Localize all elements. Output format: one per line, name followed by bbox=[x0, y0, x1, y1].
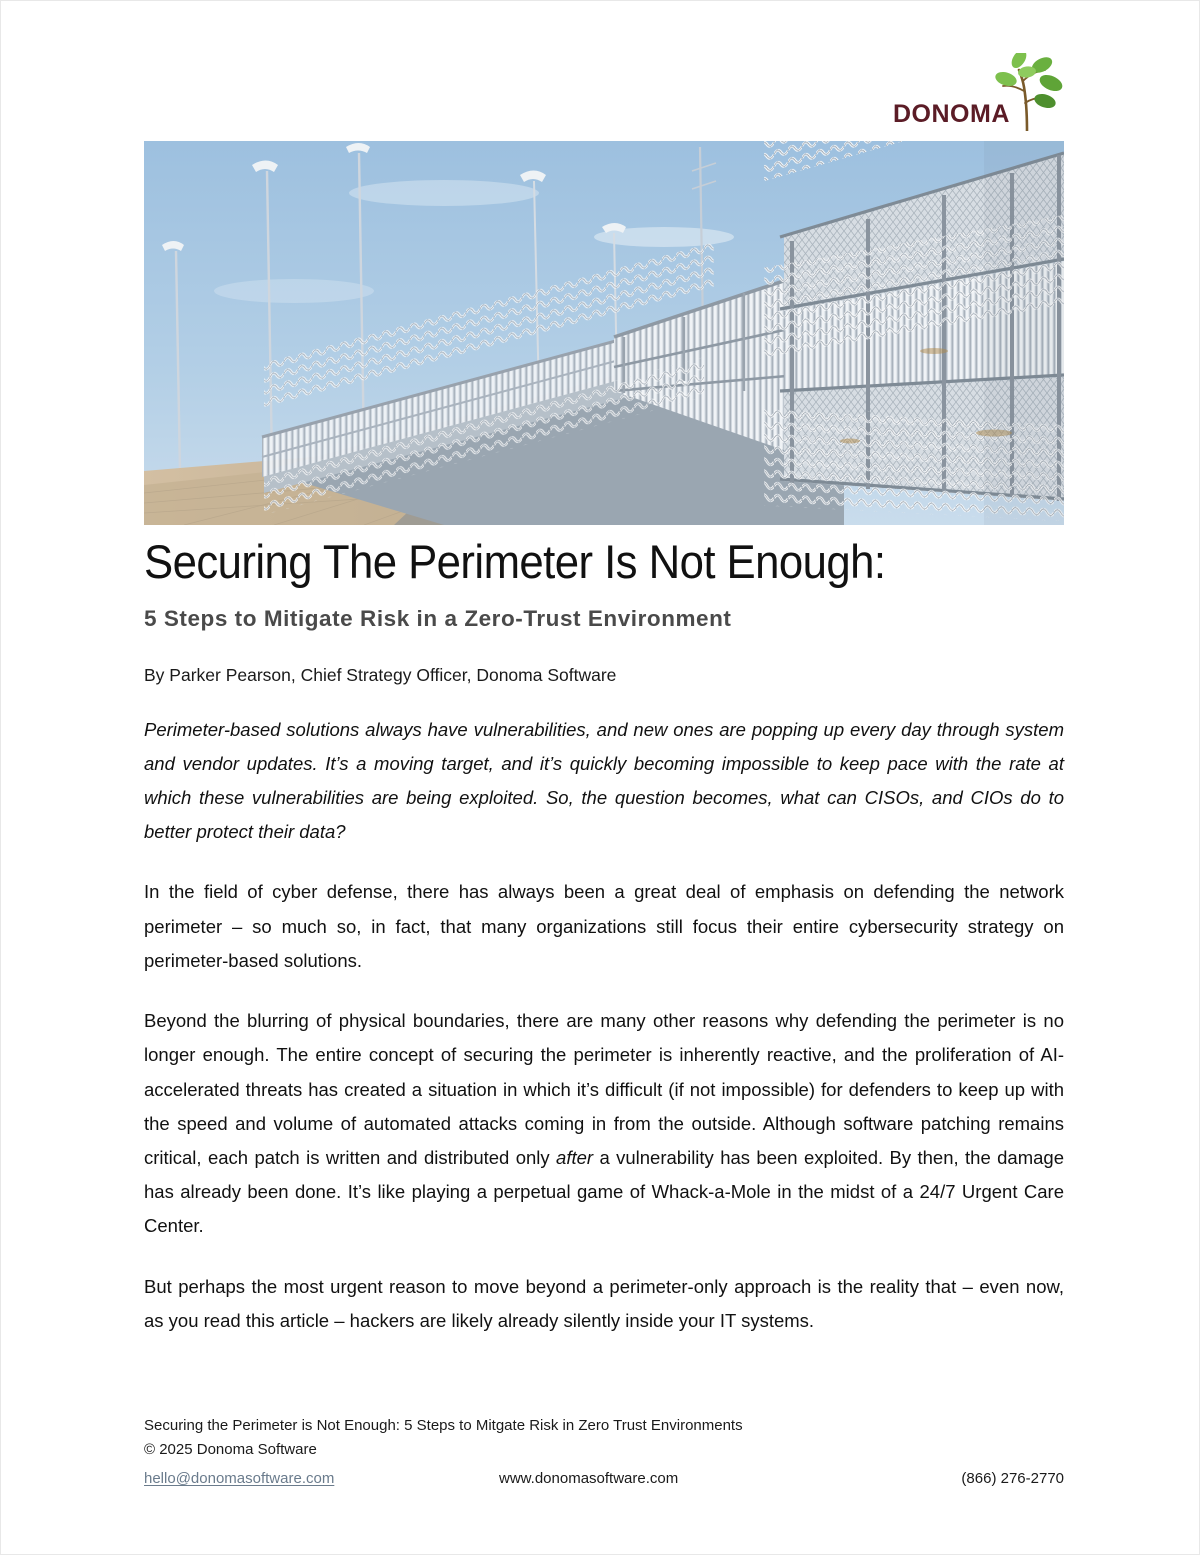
page-title: Securing The Perimeter Is Not Enough: bbox=[144, 535, 886, 588]
donoma-logo bbox=[871, 53, 1071, 137]
footer-website: www.donomasoftware.com bbox=[499, 1469, 679, 1487]
page-subtitle: 5 Steps to Mitigate Risk in a Zero-Trust Environment bbox=[144, 605, 732, 631]
hero-image bbox=[144, 141, 1064, 525]
body-paragraph-1: In the field of cyber defense, there has always been a great deal of emphasis on defending the network perimeter – so much so, in fact, that many organizations still focus their entire cybersecurity strategy on perimeter-based solutions. bbox=[144, 881, 1064, 971]
plant-sprout-icon bbox=[993, 53, 1065, 131]
page-footer bbox=[144, 1414, 1064, 1489]
article-content bbox=[144, 537, 1064, 1338]
paragraph-part-1: Beyond the blurring of physical boundaries, there are many other reasons why defending the perimeter is no longer enough. The entire concept of securing the perimeter is inherently reactive, and the proliferation of AI-accelerated threats has created a situation in which it’s difficult (if not impossible) for defenders to keep up with the speed and volume of automated attacks coming in from the outside. Although software patching remains critical, each patch is written and distributed only bbox=[144, 1010, 1064, 1168]
lede-paragraph: Perimeter-based solutions always have vulnerabilities, and new ones are popping up every day through system and vendor updates. It’s a moving target, and it’s quickly becoming impossible to keep pace with the rate at which these vulnerabilities are being exploited. So, the question becomes, what can CISOs, and CIOs do to better protect their data? bbox=[144, 718, 1064, 843]
footer-phone: (866) 276-2770 bbox=[961, 1469, 1064, 1487]
footer-email-link[interactable]: hello@donomasoftware.com bbox=[144, 1469, 335, 1487]
emphasis-after: after bbox=[556, 1146, 594, 1168]
security-fence-illustration bbox=[144, 141, 1064, 525]
body-paragraph-3: But perhaps the most urgent reason to move beyond a perimeter-only approach is the reality that – even now, as you read this article – hackers are likely already silently inside your IT systems. bbox=[144, 1275, 1064, 1331]
body-paragraph-2 bbox=[144, 1004, 1064, 1244]
footer-contact-row bbox=[144, 1467, 1064, 1489]
footer-doc-title: Securing the Perimeter is Not Enough: 5 Steps to Mitgate Risk in Zero Trust Environments bbox=[144, 1417, 743, 1434]
footer-copyright: © 2025 Donoma Software bbox=[144, 1441, 317, 1459]
byline: By Parker Pearson, Chief Strategy Officer, Donoma Software bbox=[144, 664, 617, 685]
logo-wordmark: DONOMA bbox=[893, 100, 1010, 128]
page-header bbox=[871, 53, 1071, 137]
paragraph-part-2: a vulnerability has been exploited. By then, the damage has already been done. It’s like playing a perpetual game of Whack-a-Mole in the midst of a 24/7 Urgent Care Center. bbox=[144, 1146, 1064, 1237]
